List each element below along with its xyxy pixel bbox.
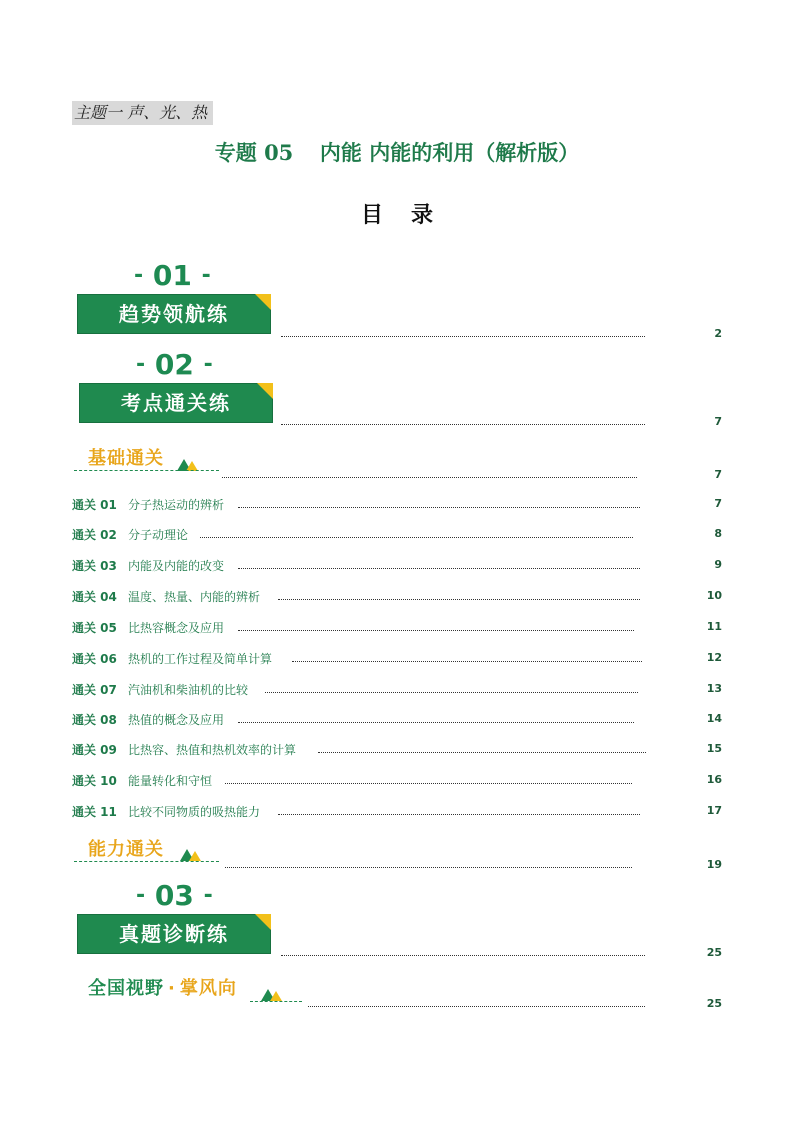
page-number: 11 bbox=[706, 620, 722, 633]
toc-entry[interactable]: 通关 06 热机的工作过程及简单计算 bbox=[72, 652, 273, 666]
section-number-03: - 03 - bbox=[136, 879, 213, 912]
toc-leader bbox=[318, 752, 646, 753]
topic-label: 主题一 声、光、热 bbox=[72, 101, 213, 125]
page-number: 25 bbox=[706, 997, 722, 1010]
toc-leader bbox=[225, 867, 632, 868]
toc-entry[interactable]: 通关 03 内能及内能的改变 bbox=[72, 559, 225, 573]
page-number: 12 bbox=[706, 651, 722, 664]
page-number: 17 bbox=[706, 804, 722, 817]
page-number: 13 bbox=[706, 682, 722, 695]
toc-leader bbox=[281, 336, 645, 337]
mountain-icon bbox=[270, 991, 282, 1001]
toc-entry[interactable]: 通关 11 比较不同物质的吸热能力 bbox=[72, 805, 261, 819]
mountain-icon bbox=[189, 851, 201, 861]
toc-entry[interactable]: 通关 05 比热容概念及应用 bbox=[72, 621, 225, 635]
page-number: 19 bbox=[706, 858, 722, 871]
toc-leader bbox=[238, 630, 634, 631]
toc-entry[interactable]: 通关 10 能量转化和守恒 bbox=[72, 774, 213, 788]
subsection-ability[interactable]: 能力通关 bbox=[88, 839, 164, 860]
subsection-underline bbox=[74, 861, 219, 862]
section-label-01: 趋势领航练 bbox=[119, 302, 229, 326]
toc-leader bbox=[281, 955, 645, 956]
section-label-02: 考点通关练 bbox=[121, 391, 231, 415]
toc-entry[interactable]: 通关 09 比热容、热值和热机效率的计算 bbox=[72, 743, 297, 757]
document-title bbox=[0, 137, 794, 167]
toc-leader bbox=[308, 1006, 645, 1007]
toc-leader bbox=[281, 424, 645, 425]
toc-leader bbox=[292, 661, 642, 662]
section-banner-03[interactable] bbox=[77, 914, 271, 954]
page-number: 7 bbox=[714, 468, 722, 481]
title-number: 05 bbox=[264, 140, 294, 165]
toc-leader bbox=[265, 692, 638, 693]
toc-leader bbox=[278, 814, 640, 815]
title-prefix: 专题 bbox=[214, 141, 257, 165]
toc-leader bbox=[278, 599, 640, 600]
subsection-national[interactable] bbox=[88, 974, 237, 1000]
subsection-underline bbox=[250, 1001, 302, 1002]
toc-entry[interactable]: 通关 02 分子动理论 bbox=[72, 528, 189, 542]
toc-entry[interactable]: 通关 04 温度、热量、内能的辨析 bbox=[72, 590, 261, 604]
toc-leader bbox=[238, 568, 640, 569]
page-number: 14 bbox=[706, 712, 722, 725]
section-banner-02[interactable] bbox=[79, 383, 273, 423]
page-number: 25 bbox=[706, 946, 722, 959]
toc-entry[interactable]: 通关 08 热值的概念及应用 bbox=[72, 713, 225, 727]
national-right-label: 掌风向 bbox=[179, 978, 237, 999]
separator-dot: · bbox=[168, 978, 176, 999]
toc-leader bbox=[200, 537, 633, 538]
page-number: 7 bbox=[714, 415, 722, 428]
page-number: 16 bbox=[706, 773, 722, 786]
toc-leader bbox=[225, 783, 632, 784]
page-number: 8 bbox=[714, 527, 722, 540]
corner-decoration bbox=[257, 383, 273, 399]
toc-entry[interactable]: 通关 07 汽油机和柴油机的比较 bbox=[72, 683, 249, 697]
toc-entry[interactable]: 通关 01 分子热运动的辨析 bbox=[72, 498, 225, 512]
page-number: 15 bbox=[706, 742, 722, 755]
page-number: 2 bbox=[714, 327, 722, 340]
section-number-01: - 01 - bbox=[134, 259, 211, 292]
section-number-02: - 02 - bbox=[136, 348, 213, 381]
corner-decoration bbox=[255, 914, 271, 930]
toc-leader bbox=[238, 507, 640, 508]
corner-decoration bbox=[255, 294, 271, 310]
toc-leader bbox=[238, 722, 634, 723]
national-left-label: 全国视野 bbox=[88, 978, 164, 999]
page-number: 7 bbox=[714, 497, 722, 510]
page-number: 9 bbox=[714, 558, 722, 571]
subsection-underline bbox=[74, 470, 219, 471]
section-label-03: 真题诊断练 bbox=[119, 922, 229, 946]
page-number: 10 bbox=[706, 589, 722, 602]
subsection-basic[interactable]: 基础通关 bbox=[88, 448, 164, 469]
title-text: 内能 内能的利用（解析版） bbox=[319, 141, 580, 165]
toc-heading: 目录 bbox=[360, 203, 461, 228]
toc-leader bbox=[222, 477, 637, 478]
section-banner-01[interactable] bbox=[77, 294, 271, 334]
